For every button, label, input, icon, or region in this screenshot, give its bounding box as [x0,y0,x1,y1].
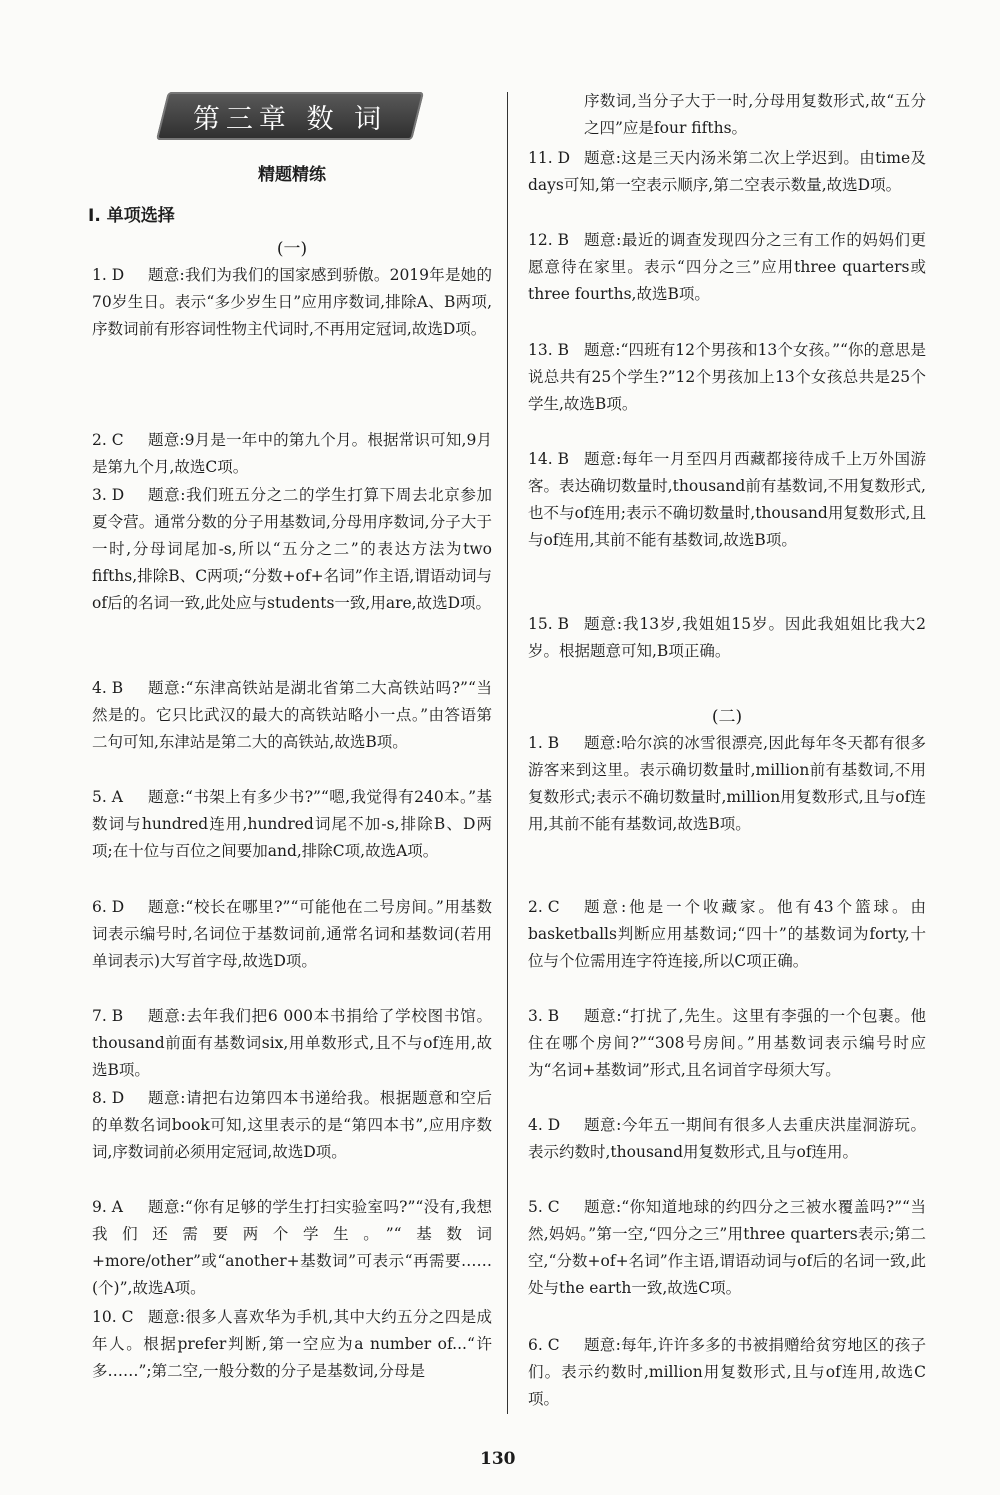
answer-item [528,446,926,554]
answer-explanation: 题意:“四班有12个男孩和13个女孩。”“你的意思是说总共有25个学生?”12个男孩加上13个女孩总共是25个学生,故选B项。 [528,341,926,413]
answer-number: 4. B [92,679,124,697]
section-heading: 精题精练 [258,165,326,185]
answer-explanation: 题意:“校长在哪里?”“可能他在二号房间。”用基数词表示编号时,名词位于基数词前,通常名词和基数词(若用单词表示)大写首字母,故选D项。 [92,898,492,970]
answer-explanation: 序数词,当分子大于一时,分母用复数形式,故“五分之四”应是four fifths。 [584,92,926,137]
answer-explanation: 题意:9月是一年中的第九个月。根据常识可知,9月是第九个月,故选C项。 [92,431,492,476]
answer-explanation: 题意:我13岁,我姐姐15岁。因此我姐姐比我大2岁。根据题意可知,B项正确。 [528,615,926,660]
answer-item [528,227,926,308]
answer-explanation: 题意:很多人喜欢华为手机,其中大约五分之四是成年人。根据prefer判断,第一空应为a number of...“许多……”;第二空,一般分数的分子是基数词,分母是 [92,1308,492,1380]
answer-explanation: 题意:“打扰了,先生。这里有李强的一个包裹。他住在哪个房间?”“308号房间。”用基数词表示编号时应为“名词+基数词”形式,且名词首字母须大写。 [528,1007,926,1079]
answer-item [528,1112,926,1166]
answer-item [528,337,926,418]
group-label-2: (二) [711,707,743,727]
answer-item [92,262,492,343]
answer-item [92,482,492,617]
answer-item [528,1332,926,1413]
answer-item [92,784,492,865]
answer-number: 5. C [528,1198,560,1216]
answer-number: 1. B [528,734,560,752]
answer-explanation: 题意:“东津高铁站是湖北省第二大高铁站吗?”“当然是的。它只比武汉的最大的高铁站略小一点。”由答语第二句可知,东津站是第二大的高铁站,故选B项。 [92,679,492,751]
answer-number: 2. C [92,431,124,449]
answer-continuation [528,88,926,142]
answer-explanation: 题意:这是三天内汤米第二次上学迟到。由time及days可知,第一空表示顺序,第二空表示数量,故选D项。 [528,149,926,194]
answer-explanation: 题意:请把右边第四本书递给我。根据题意和空后的单数名词book可知,这里表示的是“第四本书”,应用序数词,序数词前必须用定冠词,故选D项。 [92,1089,492,1161]
answer-item [92,1003,492,1084]
page-number: 130 [480,1449,516,1469]
answer-explanation: 题意:最近的调查发现四分之三有工作的妈妈们更愿意待在家里。表示“四分之三”应用three quarters或three fourths,故选B项。 [528,231,926,303]
answer-explanation: 题意:去年我们把6 000本书捐给了学校图书馆。thousand前面有基数词six,用单数形式,且不与of连用,故选B项。 [92,1007,492,1079]
answer-number: 13. B [528,341,569,359]
answer-number: 7. B [92,1007,124,1025]
answer-item [92,675,492,756]
answer-number: 12. B [528,231,569,249]
answer-number: 2. C [528,898,560,916]
answer-number: 1. D [92,266,125,284]
column-divider [507,92,508,1414]
answer-explanation: 题意:他是一个收藏家。他有43个篮球。由basketballs判断应用基数词;“四十”的基数词为forty,十位与个位需用连字符连接,所以C项正确。 [528,898,926,970]
chapter-title: 第三章 数 词 [192,103,388,135]
answer-item [92,1194,492,1302]
answer-explanation: 题意:每年一月至四月西藏都接待成千上万外国游客。表达确切数量时,thousand前有基数词,不用复数形式,也不与of连用;表示不确切数量时,thousand用复数形式,且与of连用,其前不能有基数词,故选B项。 [528,450,926,549]
answer-explanation: 题意:今年五一期间有很多人去重庆洪崖洞游玩。表示约数时,thousand用复数形式,且与of连用。 [528,1116,926,1161]
answer-number: 14. B [528,450,569,468]
answer-number: 10. C [92,1308,134,1326]
answer-number: 6. C [528,1336,560,1354]
answer-explanation: 题意:我们班五分之二的学生打算下周去北京参加夏令营。通常分数的分子用基数词,分母用序数词,分子大于一时,分母词尾加-s,所以“五分之二”的表达方法为two fifths,排除B、C两项;“分数+of+名词”作主语,谓语动词与of后的名词一致,此处应与students一致,用are,故选D项。 [92,486,492,612]
answer-item [528,1003,926,1084]
answer-number: 4. D [528,1116,561,1134]
group-label-1: (一) [276,239,308,259]
answer-item [528,145,926,199]
answer-number: 8. D [92,1089,125,1107]
answer-explanation: 题意:哈尔滨的冰雪很漂亮,因此每年冬天都有很多游客来到这里。表示确切数量时,million前有基数词,不用复数形式;表示不确切数量时,million用复数形式,且与of连用,其前不能有基数词,故选B项。 [528,734,926,833]
answer-item [528,611,926,665]
answer-number: 9. A [92,1198,123,1216]
answer-number: 11. D [528,149,571,167]
answer-item [528,894,926,975]
answer-number: 5. A [92,788,123,806]
answer-item [92,1304,492,1385]
answer-item [92,1085,492,1166]
answer-explanation: 题意:“你知道地球的约四分之三被水覆盖吗?”“当然,妈妈。”第一空,“四分之三”用three quarters表示;第二空,“分数+of+名词”作主语,谓语动词与of后的名词一致,此处与the earth一致,故选C项。 [528,1198,926,1297]
answer-explanation: 题意:“书架上有多少书?”“嗯,我觉得有240本。”基数词与hundred连用,hundred词尾不加-s,排除B、D两项;在十位与百位之间要加and,排除C项,故选A项。 [92,788,492,860]
answer-number: 3. D [92,486,125,504]
answer-number: 15. B [528,615,569,633]
answer-number: 3. B [528,1007,560,1025]
answer-item [92,427,492,481]
answer-item [528,730,926,838]
answer-explanation: 题意:每年,许许多多的书被捐赠给贫穷地区的孩子们。表示约数时,million用复数形式,且与of连用,故选C项。 [528,1336,926,1408]
answer-number: 6. D [92,898,125,916]
answer-item [528,1194,926,1302]
answer-explanation: 题意:我们为我们的国家感到骄傲。2019年是她的70岁生日。表示“多少岁生日”应用序数词,排除A、B两项,序数词前有形容词性物主代词时,不再用定冠词,故选D项。 [92,266,492,338]
answer-explanation: 题意:“你有足够的学生打扫实验室吗?”“没有,我想我们还需要两个学生。”“基数词+more/other”或“another+基数词”可表示“再需要……(个)”,故选A项。 [92,1198,492,1297]
answer-item [92,894,492,975]
section-title: Ⅰ. 单项选择 [88,206,175,226]
